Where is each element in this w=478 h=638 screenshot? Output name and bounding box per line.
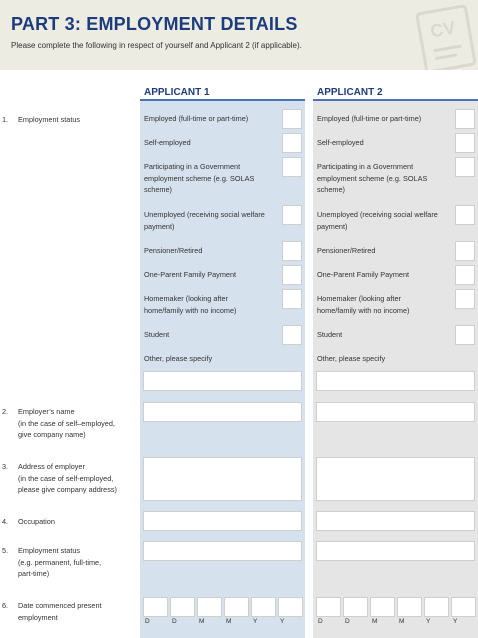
applicant2-heading-rule: [313, 99, 478, 101]
date-label: M: [399, 618, 405, 625]
applicant1-employer-name-field[interactable]: [143, 402, 302, 422]
date-label: D: [145, 618, 150, 625]
date-label: D: [172, 618, 177, 625]
option-one-parent: One-Parent Family Payment: [317, 270, 410, 279]
question-label: Employment status: [18, 115, 81, 124]
option-employed: Employed (full-time or part-time): [144, 114, 249, 123]
applicant1-heading-rule: [140, 99, 305, 101]
applicant2-occupation-field[interactable]: [316, 511, 475, 531]
option-government-scheme: Participating in a Government employment scheme (e.g. SOLAS scheme): [144, 162, 255, 194]
date-label: Y: [426, 618, 431, 625]
date-label: M: [199, 618, 205, 625]
applicant2-unemployed-checkbox[interactable]: [455, 205, 475, 225]
question-number: 6.: [2, 601, 9, 610]
applicant2-date-day-2[interactable]: [343, 597, 368, 617]
date-label: Y: [280, 618, 285, 625]
question-label: Employment status (e.g. permanent, full-time, part-time): [18, 546, 102, 578]
applicant2-homemaker-checkbox[interactable]: [455, 289, 475, 309]
date-label: Y: [453, 618, 458, 625]
applicant1-date-day-2[interactable]: [170, 597, 195, 617]
applicant1-date-month-2[interactable]: [224, 597, 249, 617]
applicant2-other-specify-field[interactable]: [316, 371, 475, 391]
applicant2-date-month-2[interactable]: [397, 597, 422, 617]
applicant2-one-parent-checkbox[interactable]: [455, 265, 475, 285]
applicant2-date-year-2[interactable]: [451, 597, 476, 617]
page-subtitle: Please complete the following in respect of yourself and Applicant 2 (if applicable).: [11, 41, 302, 50]
applicant1-occupation-field[interactable]: [143, 511, 302, 531]
option-unemployed: Unemployed (receiving social welfare payment): [317, 210, 438, 231]
date-label: M: [226, 618, 232, 625]
cv-document-icon: [415, 4, 477, 70]
option-other: Other, please specify: [317, 354, 386, 363]
page-title: PART 3: EMPLOYMENT DETAILS: [11, 14, 298, 34]
option-self-employed: Self-employed: [144, 138, 191, 147]
date-label: Y: [253, 618, 258, 625]
question-number: 3.: [2, 462, 9, 471]
applicant2-employment-status-field[interactable]: [316, 541, 475, 561]
date-label: D: [345, 618, 350, 625]
date-label: D: [318, 618, 323, 625]
applicant1-self-employed-checkbox[interactable]: [282, 133, 302, 153]
option-student: Student: [144, 330, 170, 339]
applicant1-employed-checkbox[interactable]: [282, 109, 302, 129]
applicant2-employer-name-field[interactable]: [316, 402, 475, 422]
question-label: Date commenced present employment: [18, 601, 102, 622]
question-label: Address of employer (in the case of self-employed, please give company address): [18, 462, 117, 494]
option-other: Other, please specify: [144, 354, 213, 363]
applicant2-heading: APPLICANT 2: [317, 87, 383, 98]
applicant1-one-parent-checkbox[interactable]: [282, 265, 302, 285]
applicant1-homemaker-checkbox[interactable]: [282, 289, 302, 309]
applicant2-government-scheme-checkbox[interactable]: [455, 157, 475, 177]
question-number: 2.: [2, 407, 9, 416]
question-number: 4.: [2, 517, 9, 526]
option-homemaker: Homemaker (looking after home/family with no income): [317, 294, 410, 315]
applicant1-employment-status-field[interactable]: [143, 541, 302, 561]
question-label: Occupation: [18, 517, 55, 526]
applicant2-employer-address-field[interactable]: [316, 457, 475, 501]
applicant1-date-year-2[interactable]: [278, 597, 303, 617]
applicant1-other-specify-field[interactable]: [143, 371, 302, 391]
question-number: 1.: [2, 115, 9, 124]
applicant1-employer-address-field[interactable]: [143, 457, 302, 501]
applicant1-student-checkbox[interactable]: [282, 325, 302, 345]
applicant1-pensioner-checkbox[interactable]: [282, 241, 302, 261]
applicant2-date-day-1[interactable]: [316, 597, 341, 617]
option-unemployed: Unemployed (receiving social welfare payment): [144, 210, 265, 231]
applicant2-pensioner-checkbox[interactable]: [455, 241, 475, 261]
option-self-employed: Self-employed: [317, 138, 364, 147]
applicant1-date-day-1[interactable]: [143, 597, 168, 617]
option-employed: Employed (full-time or part-time): [317, 114, 422, 123]
applicant1-heading: APPLICANT 1: [144, 87, 210, 98]
applicant2-student-checkbox[interactable]: [455, 325, 475, 345]
option-homemaker: Homemaker (looking after home/family with no income): [144, 294, 237, 315]
applicant1-government-scheme-checkbox[interactable]: [282, 157, 302, 177]
option-pensioner: Pensioner/Retired: [317, 246, 376, 255]
applicant2-date-month-1[interactable]: [370, 597, 395, 617]
option-student: Student: [317, 330, 343, 339]
date-label: M: [372, 618, 378, 625]
applicant1-date-year-1[interactable]: [251, 597, 276, 617]
page-header: [0, 0, 478, 70]
question-number: 5.: [2, 546, 9, 555]
option-government-scheme: Participating in a Government employment scheme (e.g. SOLAS scheme): [317, 162, 428, 194]
applicant2-self-employed-checkbox[interactable]: [455, 133, 475, 153]
applicant1-unemployed-checkbox[interactable]: [282, 205, 302, 225]
applicant2-employed-checkbox[interactable]: [455, 109, 475, 129]
question-label: Employer’s name (in the case of self–employed, give company name): [18, 407, 115, 439]
cv-logo-text: CV: [428, 17, 457, 42]
applicant1-date-month-1[interactable]: [197, 597, 222, 617]
applicant2-date-year-1[interactable]: [424, 597, 449, 617]
option-one-parent: One-Parent Family Payment: [144, 270, 237, 279]
option-pensioner: Pensioner/Retired: [144, 246, 203, 255]
